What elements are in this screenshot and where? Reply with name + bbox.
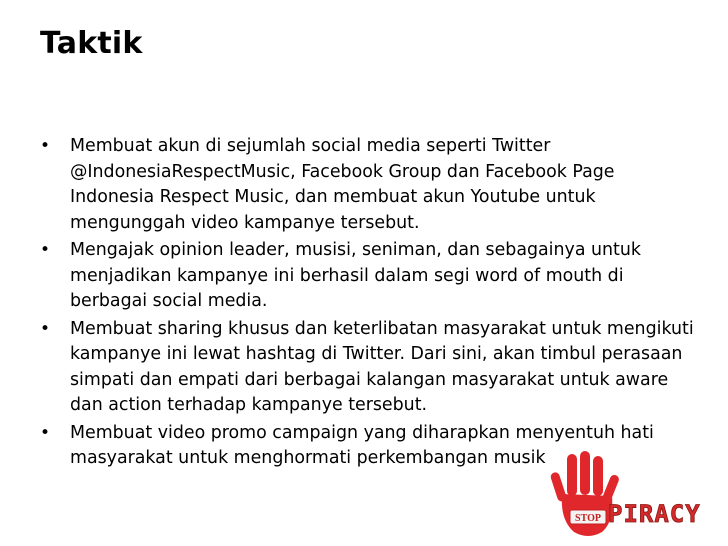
- piracy-text: PIRACY: [608, 500, 701, 528]
- bullet-marker: •: [40, 318, 51, 339]
- stop-piracy-logo: [540, 450, 720, 540]
- bullet-list: [40, 134, 700, 474]
- bullet-marker: •: [40, 422, 51, 443]
- bullet-text: Membuat video promo campaign yang diharapkan menyentuh hati masyarakat untuk menghormati perkembangan musik: [70, 422, 654, 468]
- stop-text: STOP: [575, 513, 601, 524]
- bullet-marker: •: [40, 240, 51, 260]
- bullet-text: Mengajak opinion leader, musisi, seniman, dan sebagainya untuk menjadikan kampanye ini berhasil dalam segi word of mouth di berbagai social media.: [70, 240, 641, 311]
- bullet-marker: •: [40, 136, 51, 156]
- bullet-text: Membuat sharing khusus dan keterlibatan masyarakat untuk mengikuti kampanye ini lewat hashtag di Twitter. Dari sini, akan timbul perasaan simpati dan empati dari berbagai kalangan masyarakat untuk aware dan action terhadap kampanye tersebut.: [70, 318, 694, 415]
- bullet-item-2: [40, 238, 700, 315]
- bullet-text: Membuat akun di sejumlah social media seperti Twitter @IndonesiaRespectMusic, Facebook Group dan Facebook Page Indonesia Respect Music, dan membuat akun Youtube untuk mengunggah video kampanye tersebut.: [70, 136, 615, 233]
- bullet-item-3: [40, 317, 700, 419]
- slide-title: Taktik: [40, 26, 143, 61]
- bullet-item-1: [40, 134, 700, 236]
